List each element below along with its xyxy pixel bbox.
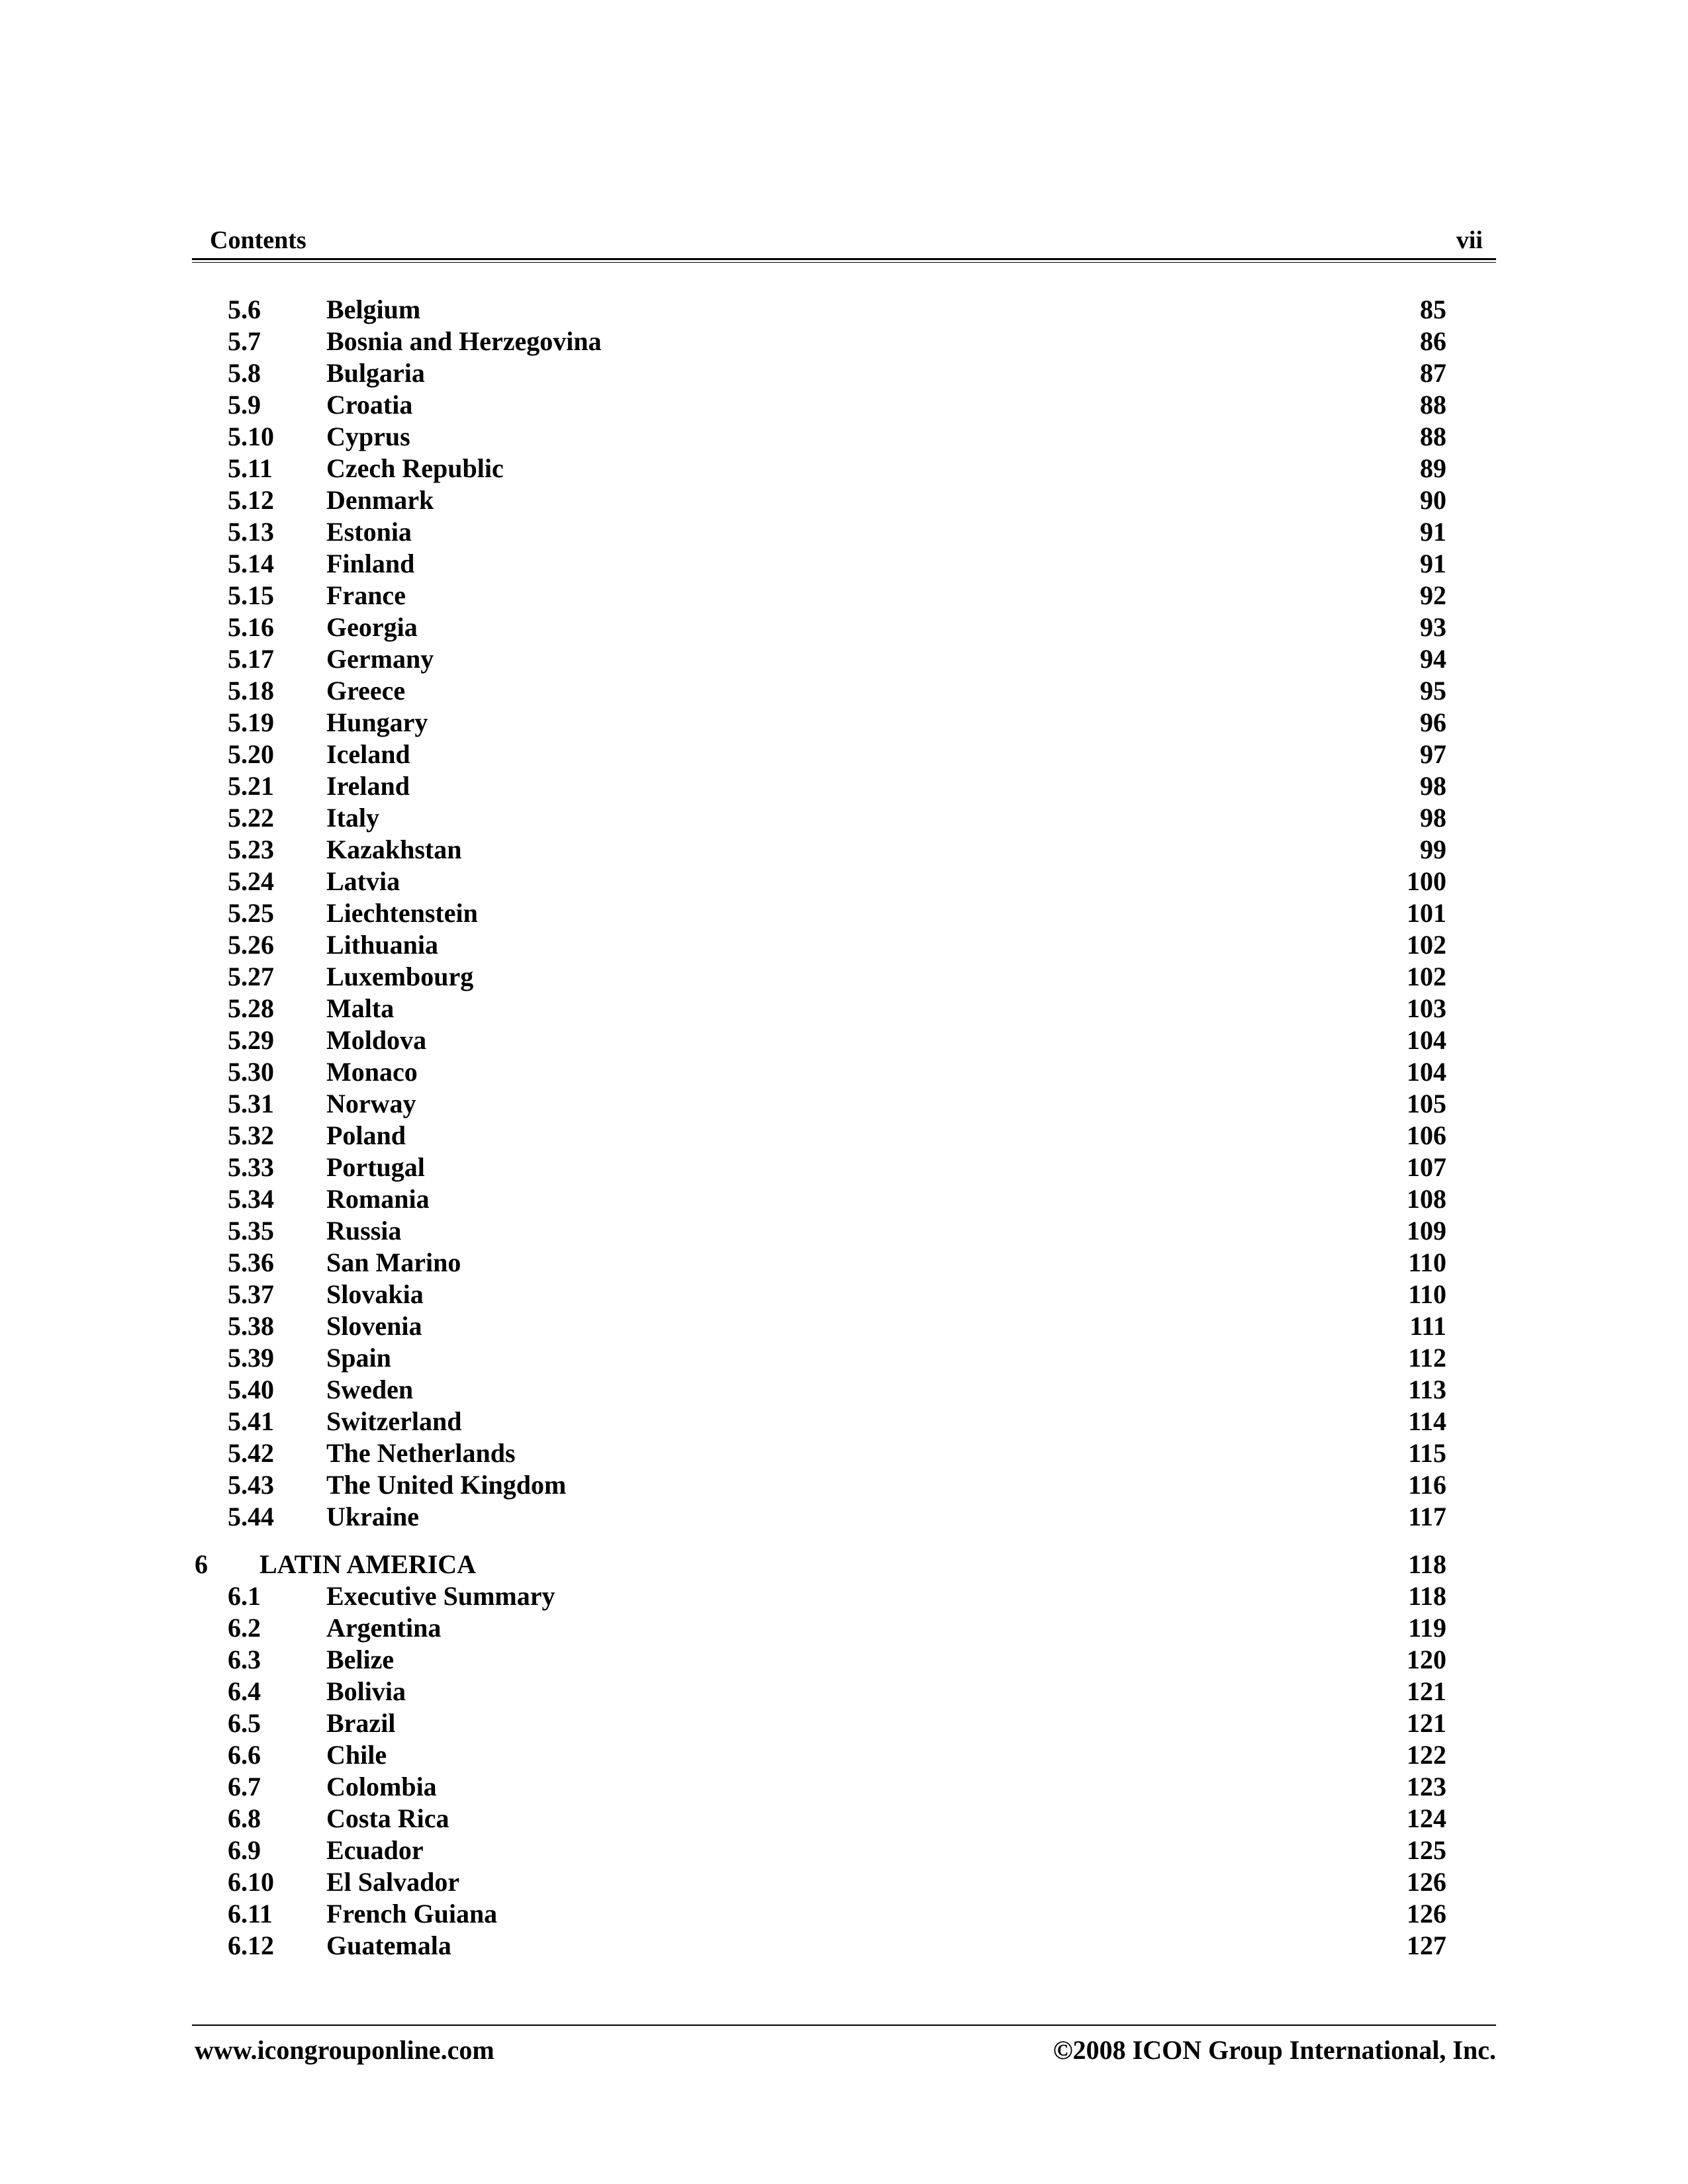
toc-entry-title: Monaco [326,1057,418,1087]
header-rule-thick [192,258,1496,260]
toc-entry-title: El Salvador [326,1867,460,1897]
toc-entry-page: 127 [1407,1931,1446,1960]
toc-entry-title: Colombia [326,1772,437,1801]
toc-entry-title: Switzerland [326,1406,462,1436]
toc-entry-page: 112 [1408,1343,1446,1373]
toc-entry-number: 5.20 [228,739,274,769]
table-of-contents [0,294,1688,1962]
running-header [192,224,1496,257]
toc-entry-number: 6.6 [228,1740,261,1770]
toc-entry-number: 5.28 [228,993,274,1023]
toc-entry-title: Ecuador [326,1835,424,1865]
toc-entry-page: 102 [1407,930,1446,960]
toc-entry-number: 5.31 [228,1089,274,1118]
toc-entry[interactable] [0,1215,1688,1247]
toc-entry[interactable] [0,1406,1688,1437]
toc-entry-title: Bulgaria [326,358,425,388]
toc-entry-title: Slovenia [326,1311,422,1341]
toc-entry[interactable] [0,1501,1688,1533]
toc-entry[interactable] [0,612,1688,643]
toc-entry[interactable] [0,1120,1688,1152]
toc-entry[interactable] [0,357,1688,389]
toc-entry-page: 93 [1420,612,1446,642]
toc-entry-page: 99 [1420,835,1446,864]
toc-entry-title: Hungary [326,707,428,737]
toc-entry-page: 92 [1420,580,1446,610]
toc-entry-title: Poland [326,1120,406,1150]
toc-entry-title: San Marino [326,1248,461,1277]
toc-entry[interactable] [0,1866,1688,1898]
toc-entry-page: 91 [1420,517,1446,547]
toc-entry-number: 5.19 [228,707,274,737]
toc-entry-page: 118 [1408,1581,1446,1611]
toc-entry-page: 103 [1407,993,1446,1023]
toc-entry-number: 5.21 [228,771,274,801]
toc-entry[interactable] [0,770,1688,802]
toc-chapter-number: 6 [195,1549,208,1579]
toc-entry-page: 121 [1407,1676,1446,1706]
toc-entry-title: France [326,580,406,610]
toc-entry-title: The Netherlands [326,1438,516,1468]
toc-entry[interactable] [0,1676,1688,1707]
toc-entry-number: 5.11 [228,453,273,483]
toc-entry-page: 104 [1407,1025,1446,1055]
toc-entry-page: 105 [1407,1089,1446,1118]
toc-entry[interactable] [0,548,1688,580]
header-rule-thin [192,262,1496,263]
toc-entry[interactable] [0,866,1688,897]
toc-entry-title: Romania [326,1184,430,1214]
toc-entry-number: 5.40 [228,1375,274,1404]
toc-entry-number: 5.16 [228,612,274,642]
toc-entry-page: 121 [1407,1708,1446,1738]
toc-entry-title: Belgium [326,295,421,324]
toc-entry-page: 124 [1407,1803,1446,1833]
toc-entry-number: 6.2 [228,1613,261,1643]
toc-entry[interactable] [0,294,1688,326]
toc-chapter-title: LATIN AMERICA [259,1549,477,1579]
toc-entry[interactable] [0,1088,1688,1120]
toc-entry-page: 100 [1407,866,1446,896]
toc-entry-number: 5.12 [228,485,274,515]
toc-entry-title: Czech Republic [326,453,504,483]
toc-entry-title: Denmark [326,485,434,515]
toc-entry[interactable] [0,1707,1688,1739]
toc-entry-title: Bolivia [326,1676,406,1706]
toc-entry[interactable] [0,675,1688,707]
toc-entry-title: Argentina [326,1613,442,1643]
toc-entry[interactable] [0,834,1688,866]
toc-entry-number: 5.38 [228,1311,274,1341]
toc-entry-title: Brazil [326,1708,396,1738]
toc-entry-number: 5.14 [228,549,274,578]
toc-entry-number: 5.22 [228,803,274,833]
toc-entry-page: 110 [1408,1279,1446,1309]
toc-entry-page: 122 [1407,1740,1446,1770]
toc-entry[interactable] [0,1056,1688,1088]
toc-entry-number: 5.26 [228,930,274,960]
toc-entry-number: 5.33 [228,1152,274,1182]
toc-entry-number: 5.37 [228,1279,274,1309]
toc-entry-number: 6.11 [228,1899,273,1929]
toc-entry-number: 6.9 [228,1835,261,1865]
toc-entry-page: 111 [1409,1311,1446,1341]
toc-entry[interactable] [0,484,1688,516]
toc-entry-number: 5.43 [228,1470,274,1500]
toc-entry-number: 5.13 [228,517,274,547]
toc-entry-title: Chile [326,1740,387,1770]
header-title: Contents [210,226,306,254]
toc-entry-page: 90 [1420,485,1446,515]
toc-entry-title: Lithuania [326,930,438,960]
toc-entry-number: 5.15 [228,580,274,610]
toc-entry-page: 109 [1407,1216,1446,1246]
toc-entry-title: Malta [326,993,395,1023]
toc-entry-page: 104 [1407,1057,1446,1087]
footer-copyright: ©2008 ICON Group International, Inc. [1053,2035,1496,2065]
toc-entry-number: 5.39 [228,1343,274,1373]
toc-entry[interactable] [0,1898,1688,1930]
toc-entry[interactable] [0,643,1688,675]
toc-entry-number: 5.17 [228,644,274,674]
toc-entry-page: 126 [1407,1899,1446,1929]
toc-entry-page: 94 [1420,644,1446,674]
toc-entry-number: 5.24 [228,866,274,896]
toc-entry-page: 110 [1408,1248,1446,1277]
toc-entry[interactable] [0,707,1688,739]
toc-entry[interactable] [0,1310,1688,1342]
toc-entry-page: 113 [1408,1375,1446,1404]
toc-entry-title: Italy [326,803,379,833]
toc-entry-number: 5.36 [228,1248,274,1277]
toc-entry-number: 5.34 [228,1184,274,1214]
footer-website: www.icongrouponline.com [195,2035,494,2065]
toc-entry-page: 114 [1408,1406,1446,1436]
toc-entry[interactable] [0,453,1688,484]
toc-entry-page: 96 [1420,707,1446,737]
toc-entry-page: 91 [1420,549,1446,578]
toc-section-6-entries [0,1580,1688,1962]
toc-entry-title: The United Kingdom [326,1470,567,1500]
toc-entry[interactable] [0,1247,1688,1279]
toc-entry-title: Germany [326,644,434,674]
toc-entry[interactable] [0,1342,1688,1374]
toc-section-5-entries [0,294,1688,1533]
toc-entry[interactable] [0,1437,1688,1469]
toc-entry[interactable] [0,1279,1688,1310]
section-gap [0,1533,1688,1549]
toc-entry-number: 5.41 [228,1406,274,1436]
toc-entry-title: Norway [326,1089,416,1118]
toc-entry-title: Estonia [326,517,412,547]
header-page-number: vii [1456,226,1483,254]
toc-entry-title: Luxembourg [326,962,474,991]
toc-entry-page: 106 [1407,1120,1446,1150]
toc-entry-page: 108 [1407,1184,1446,1214]
toc-entry-title: Bosnia and Herzegovina [326,326,602,356]
toc-entry-page: 115 [1408,1438,1446,1468]
toc-entry-page: 123 [1407,1772,1446,1801]
toc-entry-number: 5.6 [228,295,261,324]
toc-entry-title: Georgia [326,612,418,642]
toc-entry[interactable] [0,802,1688,834]
toc-entry-number: 5.10 [228,422,274,451]
toc-entry-page: 97 [1420,739,1446,769]
toc-entry-page: 116 [1408,1470,1446,1500]
toc-entry-title: Ireland [326,771,410,801]
toc-entry-page: 89 [1420,453,1446,483]
toc-entry-title: Slovakia [326,1279,424,1309]
toc-entry-page: 88 [1420,390,1446,420]
toc-entry-number: 6.8 [228,1803,261,1833]
toc-entry-page: 119 [1408,1613,1446,1643]
toc-entry-title: Russia [326,1216,402,1246]
toc-entry[interactable] [0,1644,1688,1676]
toc-entry-page: 117 [1408,1502,1446,1531]
toc-entry-number: 6.4 [228,1676,261,1706]
toc-entry-title: Iceland [326,739,410,769]
toc-entry-number: 5.18 [228,676,274,705]
toc-entry[interactable] [0,961,1688,993]
toc-entry[interactable] [0,421,1688,453]
toc-entry-number: 5.25 [228,898,274,928]
toc-entry-page: 126 [1407,1867,1446,1897]
toc-entry[interactable] [0,1183,1688,1215]
toc-entry-title: Costa Rica [326,1803,449,1833]
toc-entry-number: 6.10 [228,1867,274,1897]
toc-entry-number: 5.35 [228,1216,274,1246]
toc-entry-number: 5.30 [228,1057,274,1087]
toc-entry-page: 101 [1407,898,1446,928]
toc-entry[interactable] [0,1803,1688,1835]
toc-entry-page: 95 [1420,676,1446,705]
toc-entry[interactable] [0,1374,1688,1406]
toc-entry-number: 5.23 [228,835,274,864]
toc-entry-title: Latvia [326,866,400,896]
toc-entry[interactable] [0,1024,1688,1056]
toc-entry-number: 5.44 [228,1502,274,1531]
toc-entry-title: Greece [326,676,406,705]
toc-entry[interactable] [0,1612,1688,1644]
toc-entry-title: Belize [326,1645,395,1674]
toc-entry-page: 120 [1407,1645,1446,1674]
toc-entry-page: 125 [1407,1835,1446,1865]
toc-entry-number: 5.42 [228,1438,274,1468]
toc-entry-number: 6.1 [228,1581,261,1611]
toc-chapter-entry[interactable] [0,1549,1688,1580]
toc-entry-number: 5.8 [228,358,261,388]
toc-entry-title: Guatemala [326,1931,451,1960]
toc-entry-page: 102 [1407,962,1446,991]
toc-entry[interactable] [0,1771,1688,1803]
toc-entry-title: Sweden [326,1375,414,1404]
toc-entry[interactable] [0,897,1688,929]
toc-entry-title: Portugal [326,1152,425,1182]
toc-entry-number: 5.27 [228,962,274,991]
toc-entry[interactable] [0,993,1688,1024]
toc-entry-number: 5.29 [228,1025,274,1055]
toc-entry[interactable] [0,516,1688,548]
footer-rule [192,2025,1496,2026]
toc-entry-number: 5.7 [228,326,261,356]
toc-entry-title: Kazakhstan [326,835,462,864]
toc-chapter-page: 118 [1408,1549,1446,1579]
toc-entry-title: French Guiana [326,1899,498,1929]
toc-entry-page: 98 [1420,771,1446,801]
toc-entry[interactable] [0,580,1688,612]
toc-entry-title: Cyprus [326,422,410,451]
toc-entry-number: 6.12 [228,1931,274,1960]
toc-entry-number: 5.9 [228,390,261,420]
toc-entry[interactable] [0,1835,1688,1866]
toc-entry[interactable] [0,1152,1688,1183]
toc-entry-title: Moldova [326,1025,427,1055]
toc-entry-number: 6.7 [228,1772,261,1801]
toc-entry-title: Finland [326,549,415,578]
toc-entry-title: Ukraine [326,1502,419,1531]
toc-entry-number: 5.32 [228,1120,274,1150]
toc-entry-title: Executive Summary [326,1581,555,1611]
toc-entry-page: 85 [1420,295,1446,324]
toc-entry-title: Croatia [326,390,413,420]
toc-entry[interactable] [0,1739,1688,1771]
toc-entry[interactable] [0,389,1688,421]
toc-entry-page: 88 [1420,422,1446,451]
toc-entry-number: 6.3 [228,1645,261,1674]
toc-entry-title: Spain [326,1343,391,1373]
toc-entry[interactable] [0,1469,1688,1501]
toc-entry-title: Liechtenstein [326,898,478,928]
toc-entry-page: 107 [1407,1152,1446,1182]
toc-entry-page: 86 [1420,326,1446,356]
toc-entry[interactable] [0,929,1688,961]
toc-entry[interactable] [0,326,1688,357]
toc-entry-page: 87 [1420,358,1446,388]
toc-entry-number: 6.5 [228,1708,261,1738]
toc-entry[interactable] [0,1580,1688,1612]
toc-entry[interactable] [0,1930,1688,1962]
toc-entry[interactable] [0,739,1688,770]
toc-entry-page: 98 [1420,803,1446,833]
